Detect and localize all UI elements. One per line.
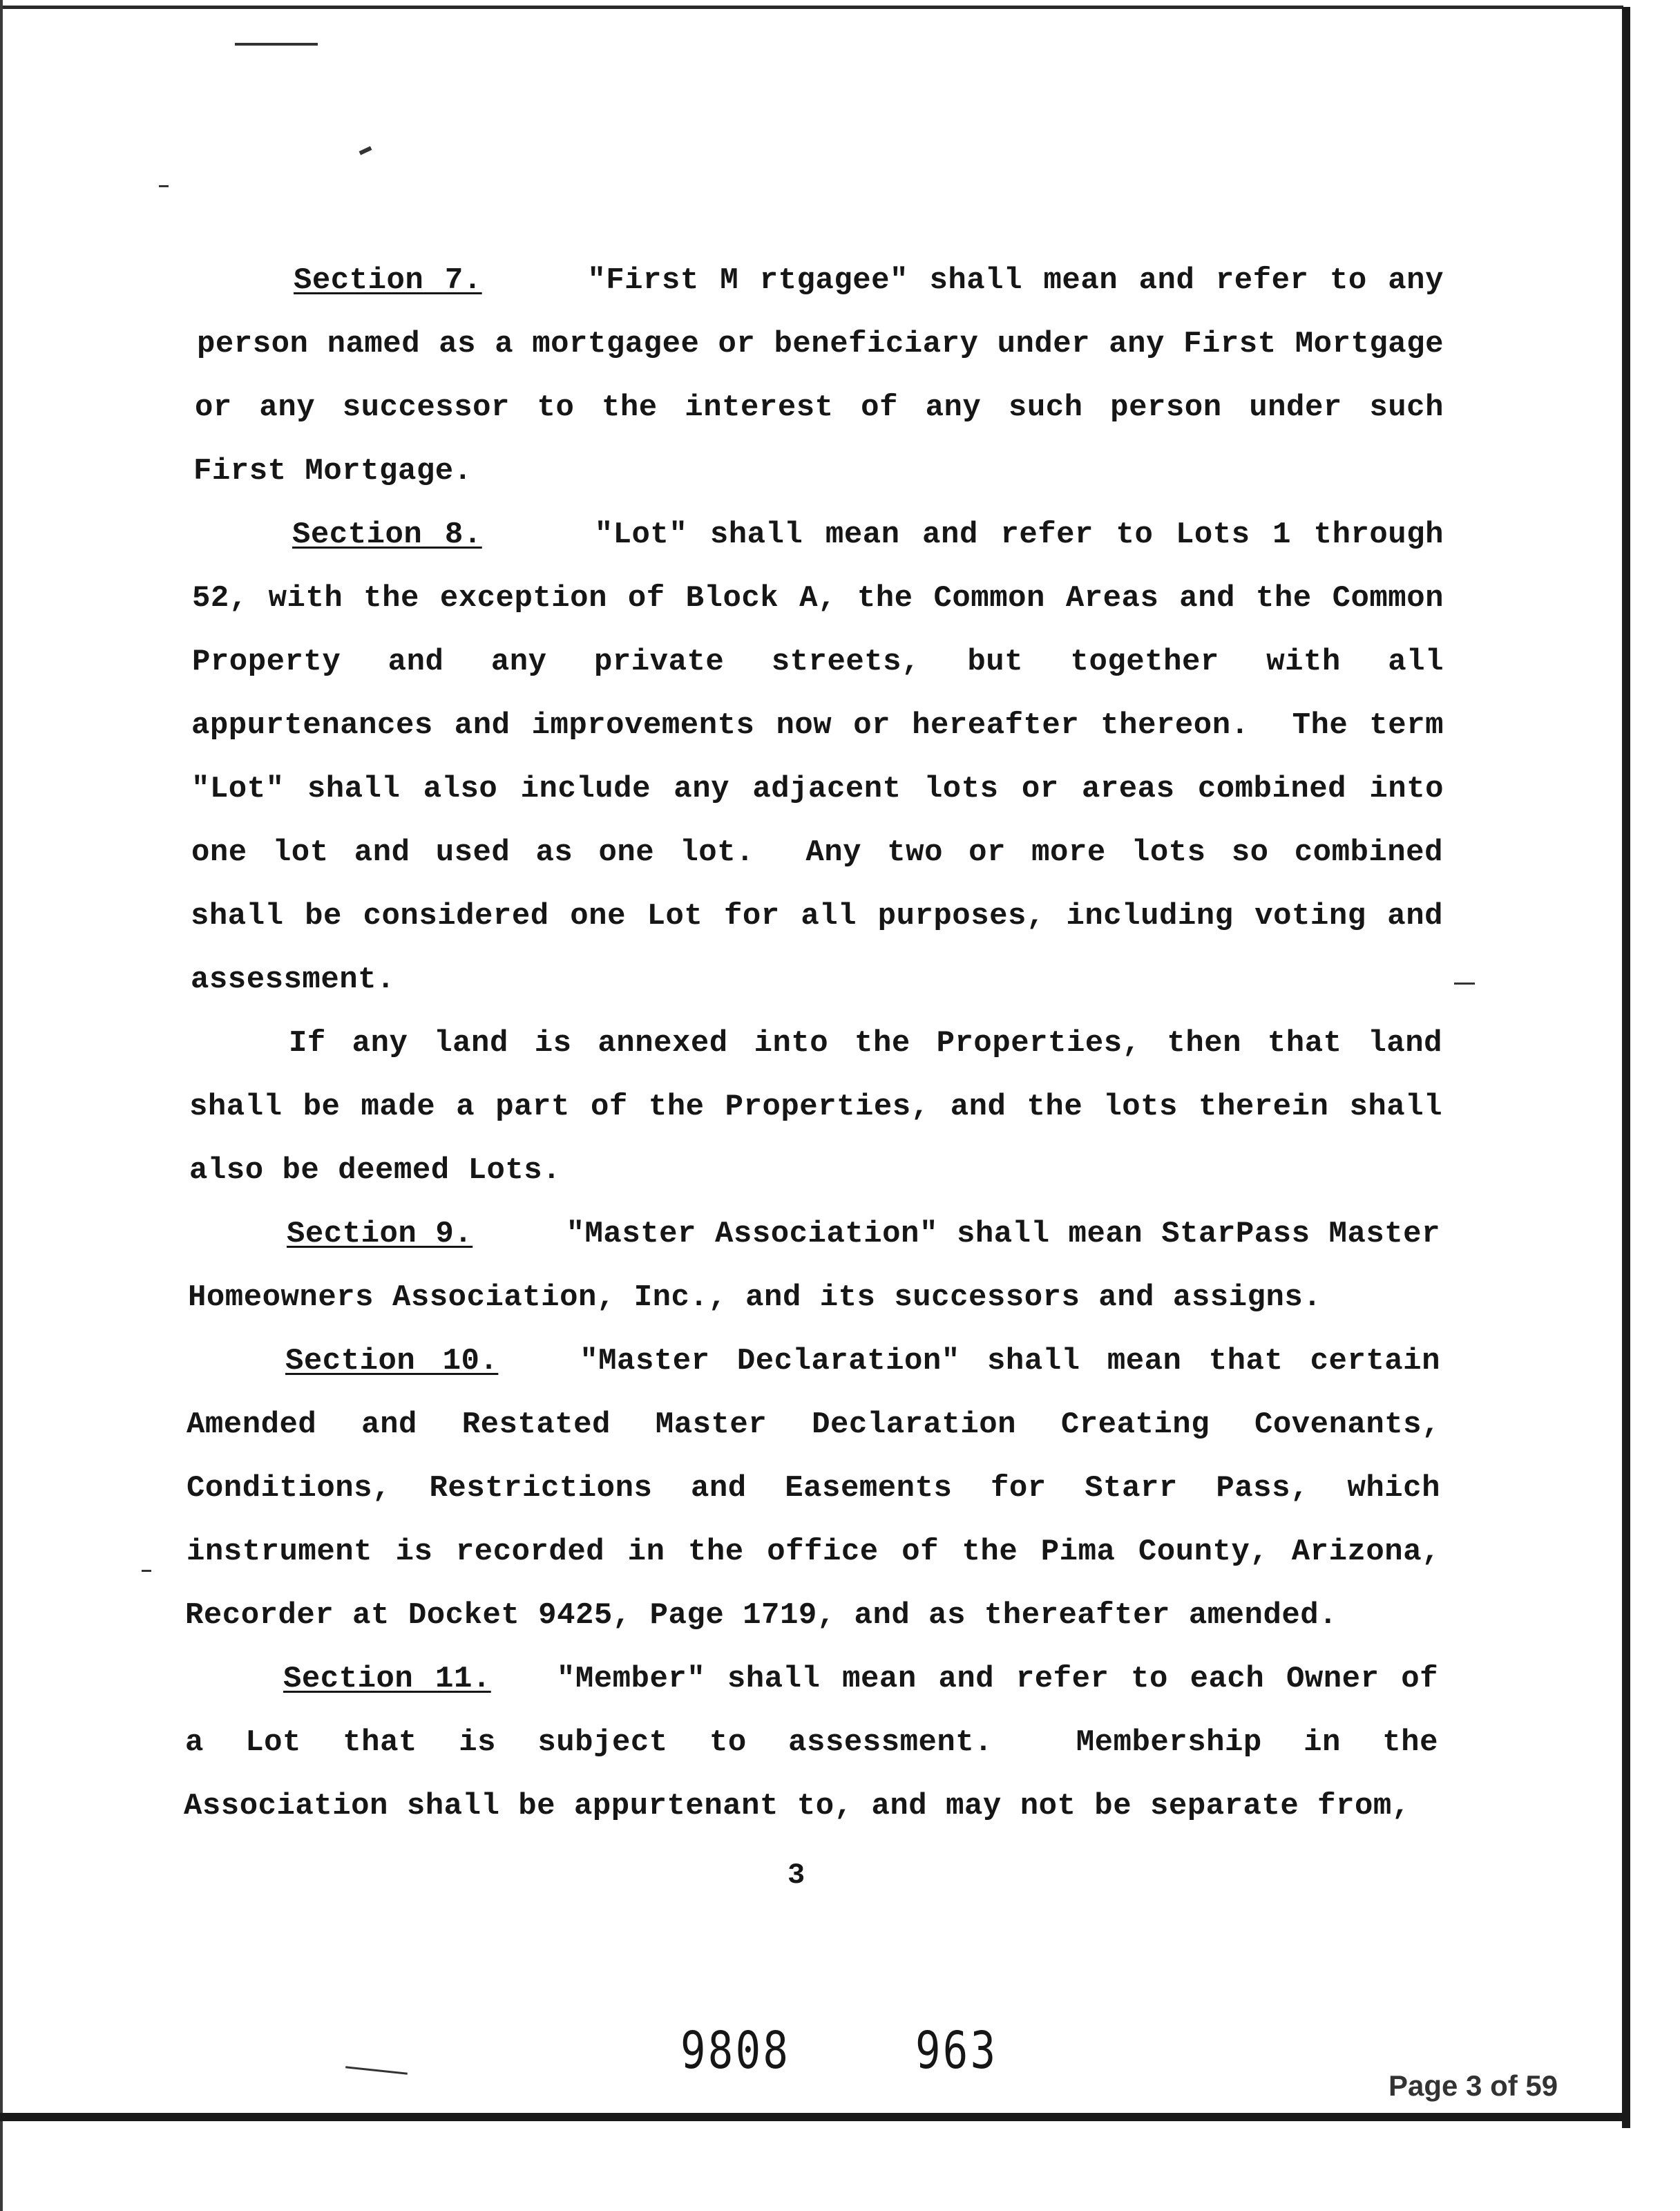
section-heading: Section 10.: [285, 1344, 499, 1378]
text-line: assessment.: [191, 962, 395, 997]
text-line: a Lot that is subject to assessment. Membership in the: [185, 1725, 1438, 1760]
text-line: Section 8. "Lot" shall mean and refer to Lots 1 through: [292, 518, 1444, 552]
scan-speck: [159, 185, 169, 187]
text-line: Section 7. "First M rtgagee" shall mean and refer to any: [294, 263, 1444, 298]
scan-speck: [359, 146, 372, 155]
text-line: Property and any private streets, but together with all: [192, 645, 1444, 679]
page-counter: Page 3 of 59: [1388, 2069, 1558, 2102]
text-line: Amended and Restated Master Declaration Creating Covenants,: [187, 1407, 1440, 1442]
text-line: appurtenances and improvements now or hereafter thereon. The term: [191, 708, 1444, 743]
section-heading: Section 9.: [287, 1217, 473, 1251]
text-line: shall be considered one Lot for all purposes, including voting and: [191, 899, 1443, 933]
text-line: one lot and used as one lot. Any two or more lots so combined: [191, 835, 1443, 870]
text-line: or any successor to the interest of any such person under such: [195, 390, 1444, 425]
text-line: First Mortgage.: [193, 454, 472, 488]
text-line: Recorder at Docket 9425, Page 1719, and as thereafter amended.: [185, 1598, 1338, 1633]
text-line: Section 10. "Master Declaration" shall mean that certain: [285, 1344, 1440, 1378]
scan-speck: [142, 1570, 151, 1572]
text-line: also be deemed Lots.: [189, 1153, 562, 1188]
section-heading: Section 11.: [283, 1662, 491, 1696]
text-line: 52, with the exception of Block A, the Common Areas and the Common: [192, 581, 1444, 616]
scan-border-top: [0, 6, 1623, 9]
text-line: shall be made a part of the Properties, and the lots therein shall: [189, 1090, 1442, 1124]
text-line: Conditions, Restrictions and Easements for Starr Pass, which: [187, 1471, 1440, 1506]
recording-docket-number: 9808: [680, 2021, 791, 2080]
scan-speck: [235, 43, 318, 46]
text-line: Homeowners Association, Inc., and its successors and assigns.: [188, 1280, 1322, 1315]
section-heading: Section 7.: [294, 263, 482, 298]
text-line: Section 11. "Member" shall mean and refer to each Owner of: [283, 1662, 1438, 1696]
scan-border-left: [0, 0, 3, 2211]
scan-speck: [1454, 983, 1475, 985]
page-number: 3: [788, 1859, 805, 1892]
recording-page-number: 963: [915, 2021, 998, 2080]
text-line: If any land is annexed into the Properties, then that land: [289, 1026, 1442, 1061]
scan-border-bottom: [0, 2113, 1628, 2121]
text-line: Section 9. "Master Association" shall mean StarPass Master: [287, 1217, 1440, 1251]
scan-border-right: [1622, 7, 1630, 2128]
text-line: Association shall be appurtenant to, and may not be separate from,: [184, 1789, 1411, 1823]
section-heading: Section 8.: [292, 518, 482, 552]
text-line: instrument is recorded in the office of the Pima County, Arizona,: [187, 1535, 1440, 1569]
text-line: person named as a mortgagee or beneficiary under any First Mortgage: [197, 327, 1444, 361]
scan-speck: [345, 2066, 408, 2074]
text-line: "Lot" shall also include any adjacent lots or areas combined into: [191, 772, 1444, 806]
